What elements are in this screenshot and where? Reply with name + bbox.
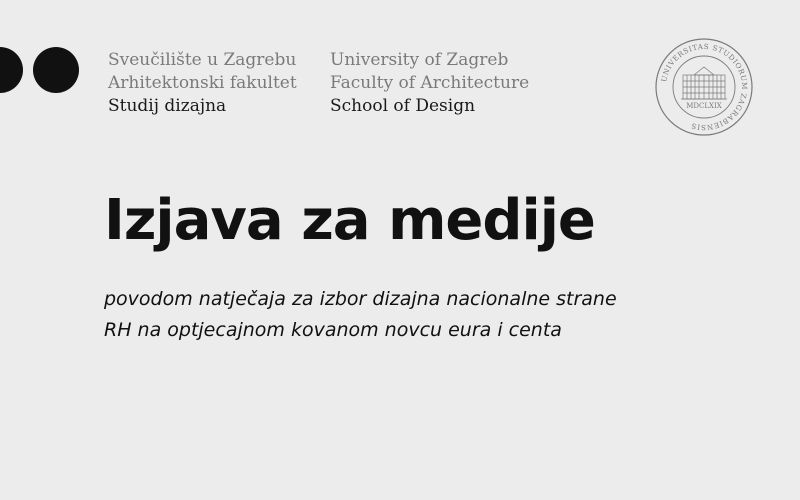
university-name-hr: Sveučilište u Zagrebu — [108, 50, 297, 70]
logo-dot-left-icon — [0, 47, 23, 93]
university-name-en: University of Zagreb — [330, 50, 509, 70]
header-croatian — [108, 49, 297, 118]
seal-year-text: MDCLXIX — [686, 102, 722, 110]
page-title: Izjava za medije — [104, 188, 595, 253]
school-name-hr: Studij dizajna — [108, 96, 227, 116]
header-english — [330, 49, 529, 118]
subtitle-line-2 — [104, 315, 724, 346]
subtitle-line-1: povodom natječaja za izbor dizajna nacionalne strane — [104, 288, 617, 310]
seal-ring-text: UNIVERSITAS STUDIORUM ZAGRABIENSIS — [659, 41, 750, 133]
university-seal-icon — [654, 37, 754, 137]
faculty-name-en: Faculty of Architecture — [330, 73, 530, 93]
subtitle-abbr: RH — [104, 319, 132, 341]
school-name-en: School of Design — [330, 96, 476, 116]
logo-dot-right-icon — [33, 47, 79, 93]
subtitle-line-2-rest: na optjecajnom kovanom novcu eura i centa — [131, 319, 562, 341]
page-subtitle — [104, 284, 724, 346]
faculty-name-hr: Arhitektonski fakultet — [108, 73, 297, 93]
